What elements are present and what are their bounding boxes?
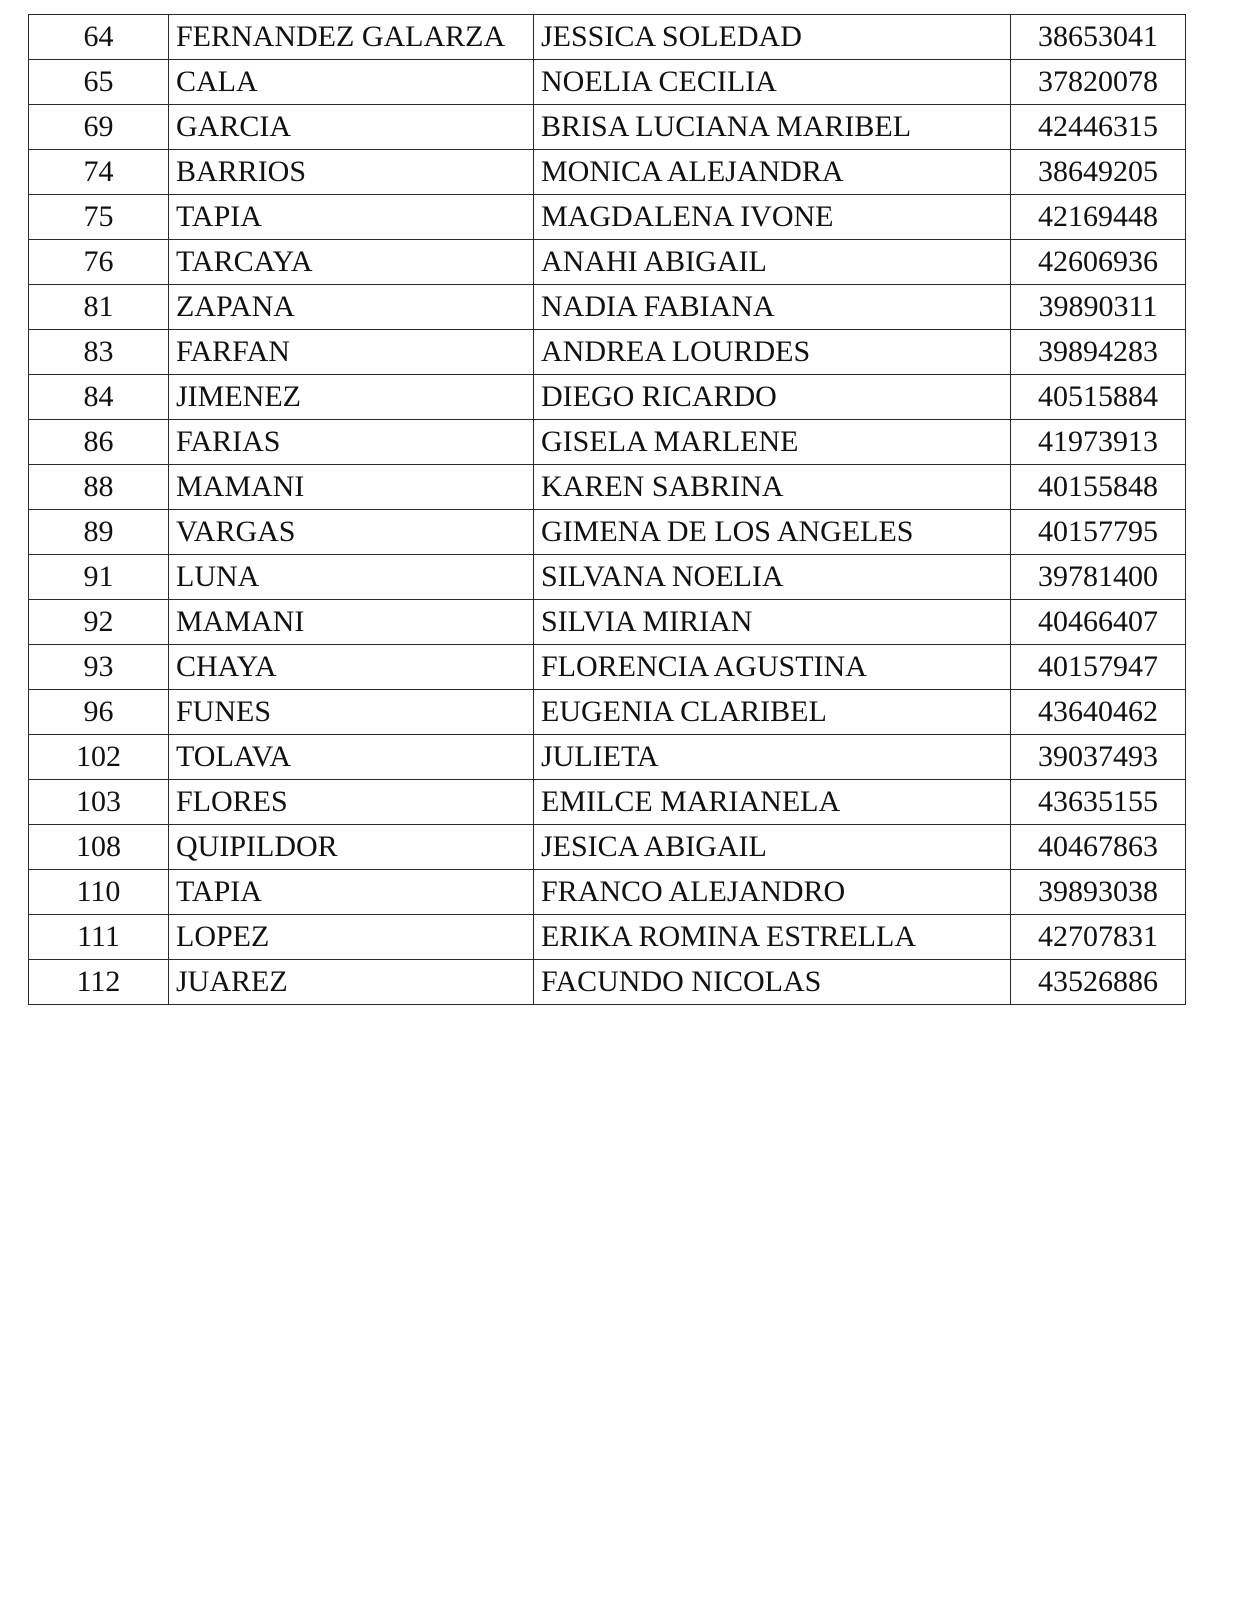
row-number-cell: 112 (29, 960, 169, 1005)
table-row (29, 375, 1186, 420)
table-row (29, 420, 1186, 465)
table-row (29, 15, 1186, 60)
table-row (29, 240, 1186, 285)
row-number-cell: 108 (29, 825, 169, 870)
table-row (29, 735, 1186, 780)
dni-cell: 40467863 (1011, 825, 1186, 870)
table-row (29, 195, 1186, 240)
table-row (29, 645, 1186, 690)
first-name-cell: EMILCE MARIANELA (534, 780, 1011, 825)
last-name-cell: TARCAYA (169, 240, 534, 285)
table-row (29, 510, 1186, 555)
row-number-cell: 111 (29, 915, 169, 960)
dni-cell: 40157795 (1011, 510, 1186, 555)
table-row (29, 330, 1186, 375)
dni-cell: 43526886 (1011, 960, 1186, 1005)
first-name-cell: JESSICA SOLEDAD (534, 15, 1011, 60)
first-name-cell: FLORENCIA AGUSTINA (534, 645, 1011, 690)
first-name-cell: MAGDALENA IVONE (534, 195, 1011, 240)
last-name-cell: ZAPANA (169, 285, 534, 330)
row-number-cell: 81 (29, 285, 169, 330)
table-row (29, 960, 1186, 1005)
last-name-cell: CALA (169, 60, 534, 105)
first-name-cell: SILVANA NOELIA (534, 555, 1011, 600)
dni-cell: 40515884 (1011, 375, 1186, 420)
dni-cell: 43635155 (1011, 780, 1186, 825)
dni-cell: 40155848 (1011, 465, 1186, 510)
dni-cell: 37820078 (1011, 60, 1186, 105)
row-number-cell: 93 (29, 645, 169, 690)
row-number-cell: 75 (29, 195, 169, 240)
first-name-cell: NADIA FABIANA (534, 285, 1011, 330)
table-row (29, 915, 1186, 960)
dni-cell: 43640462 (1011, 690, 1186, 735)
dni-cell: 39037493 (1011, 735, 1186, 780)
row-number-cell: 74 (29, 150, 169, 195)
row-number-cell: 84 (29, 375, 169, 420)
last-name-cell: TAPIA (169, 195, 534, 240)
last-name-cell: TOLAVA (169, 735, 534, 780)
row-number-cell: 64 (29, 15, 169, 60)
first-name-cell: FACUNDO NICOLAS (534, 960, 1011, 1005)
first-name-cell: ERIKA ROMINA ESTRELLA (534, 915, 1011, 960)
last-name-cell: JUAREZ (169, 960, 534, 1005)
dni-cell: 42707831 (1011, 915, 1186, 960)
last-name-cell: FUNES (169, 690, 534, 735)
dni-cell: 42606936 (1011, 240, 1186, 285)
first-name-cell: JULIETA (534, 735, 1011, 780)
first-name-cell: GISELA MARLENE (534, 420, 1011, 465)
table-row (29, 60, 1186, 105)
roster-table (28, 14, 1186, 1005)
roster-table-body (29, 15, 1186, 1005)
dni-cell: 40466407 (1011, 600, 1186, 645)
last-name-cell: LUNA (169, 555, 534, 600)
dni-cell: 39781400 (1011, 555, 1186, 600)
row-number-cell: 96 (29, 690, 169, 735)
row-number-cell: 69 (29, 105, 169, 150)
dni-cell: 41973913 (1011, 420, 1186, 465)
first-name-cell: NOELIA CECILIA (534, 60, 1011, 105)
row-number-cell: 92 (29, 600, 169, 645)
last-name-cell: MAMANI (169, 600, 534, 645)
first-name-cell: DIEGO RICARDO (534, 375, 1011, 420)
last-name-cell: JIMENEZ (169, 375, 534, 420)
row-number-cell: 89 (29, 510, 169, 555)
last-name-cell: CHAYA (169, 645, 534, 690)
first-name-cell: ANDREA LOURDES (534, 330, 1011, 375)
row-number-cell: 102 (29, 735, 169, 780)
dni-cell: 39894283 (1011, 330, 1186, 375)
first-name-cell: MONICA ALEJANDRA (534, 150, 1011, 195)
dni-cell: 39893038 (1011, 870, 1186, 915)
dni-cell: 38653041 (1011, 15, 1186, 60)
first-name-cell: BRISA LUCIANA MARIBEL (534, 105, 1011, 150)
dni-cell: 38649205 (1011, 150, 1186, 195)
row-number-cell: 65 (29, 60, 169, 105)
row-number-cell: 88 (29, 465, 169, 510)
dni-cell: 39890311 (1011, 285, 1186, 330)
table-row (29, 285, 1186, 330)
first-name-cell: KAREN SABRINA (534, 465, 1011, 510)
table-row (29, 690, 1186, 735)
last-name-cell: QUIPILDOR (169, 825, 534, 870)
table-row (29, 870, 1186, 915)
last-name-cell: FARFAN (169, 330, 534, 375)
row-number-cell: 76 (29, 240, 169, 285)
row-number-cell: 83 (29, 330, 169, 375)
row-number-cell: 110 (29, 870, 169, 915)
last-name-cell: BARRIOS (169, 150, 534, 195)
first-name-cell: JESICA ABIGAIL (534, 825, 1011, 870)
last-name-cell: FERNANDEZ GALARZA (169, 15, 534, 60)
first-name-cell: FRANCO ALEJANDRO (534, 870, 1011, 915)
dni-cell: 42169448 (1011, 195, 1186, 240)
first-name-cell: ANAHI ABIGAIL (534, 240, 1011, 285)
first-name-cell: SILVIA MIRIAN (534, 600, 1011, 645)
table-row (29, 555, 1186, 600)
last-name-cell: TAPIA (169, 870, 534, 915)
table-row (29, 780, 1186, 825)
row-number-cell: 103 (29, 780, 169, 825)
row-number-cell: 86 (29, 420, 169, 465)
first-name-cell: GIMENA DE LOS ANGELES (534, 510, 1011, 555)
table-row (29, 465, 1186, 510)
table-row (29, 825, 1186, 870)
table-row (29, 600, 1186, 645)
dni-cell: 40157947 (1011, 645, 1186, 690)
last-name-cell: FARIAS (169, 420, 534, 465)
last-name-cell: FLORES (169, 780, 534, 825)
table-row (29, 150, 1186, 195)
table-row (29, 105, 1186, 150)
last-name-cell: GARCIA (169, 105, 534, 150)
first-name-cell: EUGENIA CLARIBEL (534, 690, 1011, 735)
last-name-cell: VARGAS (169, 510, 534, 555)
dni-cell: 42446315 (1011, 105, 1186, 150)
row-number-cell: 91 (29, 555, 169, 600)
last-name-cell: LOPEZ (169, 915, 534, 960)
last-name-cell: MAMANI (169, 465, 534, 510)
